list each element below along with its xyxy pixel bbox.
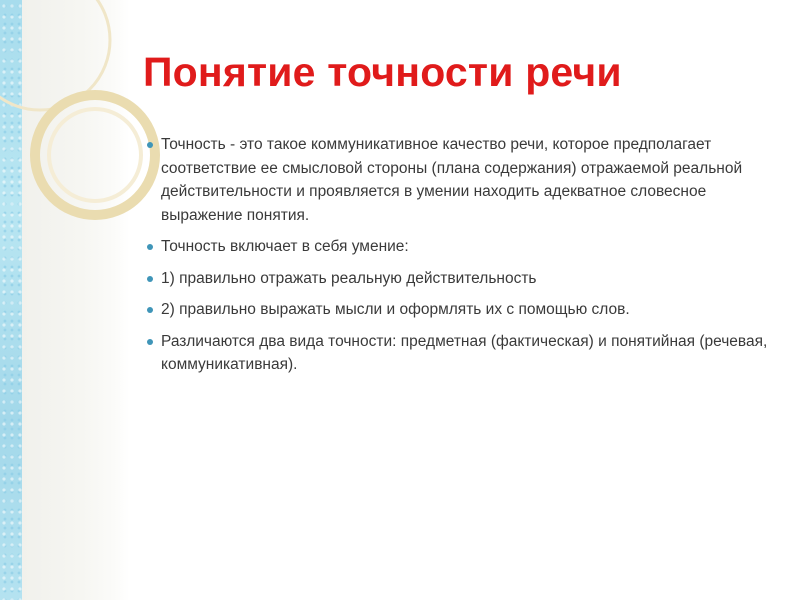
bullet-item: [147, 330, 787, 377]
slide-title: Понятие точности речи: [143, 49, 622, 95]
bullet-item: [147, 235, 787, 259]
bullet-item: [147, 298, 787, 322]
bullet-list: [147, 133, 787, 385]
bullet-text: Различаются два вида точности: предметная (фактическая) и понятийная (речевая, коммуникативная).: [161, 332, 768, 373]
bullet-item: [147, 133, 787, 227]
bullet-dot-icon: [147, 244, 153, 250]
bullet-dot-icon: [147, 339, 153, 345]
bullet-text: 2) правильно выражать мысли и оформлять их с помощью слов.: [161, 301, 630, 318]
bullet-text: Точность - это такое коммуникативное качество речи, которое предполагает соответствие ее смысловой стороны (плана содержания) отражаемой реальной действительности и проявляется в умении находить адекватное словесное выражение понятия.: [161, 136, 743, 224]
bullet-item: [147, 267, 787, 291]
bullet-dot-icon: [147, 307, 153, 313]
bullet-dot-icon: [147, 142, 153, 148]
bullet-dot-icon: [147, 276, 153, 282]
side-panel: [22, 0, 130, 600]
bullet-text: Точность включает в себя умение:: [161, 238, 409, 255]
bullet-text: 1) правильно отражать реальную действительность: [161, 269, 537, 287]
side-pattern-strip: [0, 0, 22, 600]
